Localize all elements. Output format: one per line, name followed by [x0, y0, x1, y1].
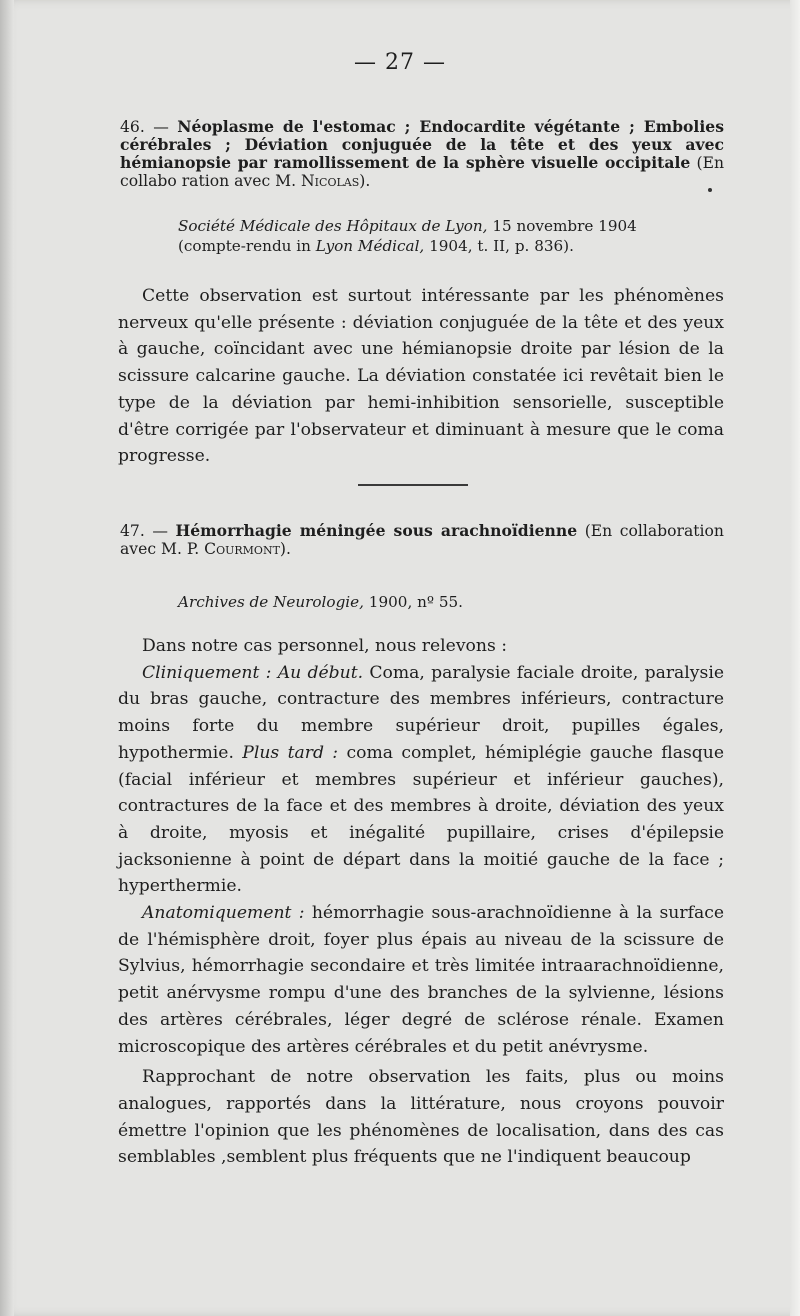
entry-47-heading	[120, 522, 724, 558]
entry-47-number: 47. —	[120, 522, 168, 540]
entry-46-ref-line2-prefix: (compte-rendu in	[178, 237, 311, 255]
entry-47-anatomical-paragraph	[118, 900, 724, 1060]
entry-47-closing-paragraph: Rapprochant de notre observation les faits, plus ou moins analogues, rapportés dans la littérature, nous croyons pouvoir émettre l'opinion que les phénomènes de localisation, dans des cas semblables ,semblent plus fréquents que ne l'indiquent beaucoup	[118, 1067, 724, 1168]
entry-47-collab-name: Courmont	[204, 540, 280, 558]
entry-46-reference	[178, 216, 724, 256]
entry-47-ref-journal: Archives de Neurologie,	[178, 593, 364, 611]
entry-46-title: Néoplasme de l'estomac ; Endocardite végétante ; Embolies cérébrales ; Déviation conjuguée de la tête et des yeux avec hémianopsie par ramollissement de la sphère visuelle occipitale	[120, 117, 724, 172]
entry-47-reference	[178, 592, 724, 612]
entry-46-collab-suffix: ).	[359, 172, 371, 190]
entry-46-ref-journal: Société Médicale des Hôpitaux de Lyon,	[178, 217, 488, 235]
entry-46-body	[118, 283, 724, 470]
entry-47-intro: Dans notre cas personnel, nous relevons :	[142, 636, 508, 656]
entry-47-title: Hémorrhagie méningée sous arachnoïdienne	[175, 521, 578, 540]
entry-47-collab-prefix: (En collaboration avec M. P.	[120, 522, 724, 558]
entry-47-clinical-text: Coma, paralysie faciale droite, paralysie du bras gauche, contracture des membres inférieurs, contracture moins forte du membre supérieur droit, pupilles égales, hypothermie.	[118, 662, 724, 763]
entry-46-body-text: Cette observation est surtout intéressante par les phénomènes nerveux qu'elle présente : déviation conjuguée de la tête et des yeux à gauche, coïncidant avec une hémianopsie droite par lésion de la scissure calcarine gauche. La déviation constatée ici revêtait bien le type de la déviation par hemi-inhibition sensorielle, susceptible d'être corrigée par l'observateur et diminuant à mesure que le coma progresse.	[118, 286, 724, 467]
section-divider	[358, 484, 468, 486]
entry-46-collab-name: Nicolas	[301, 172, 360, 190]
entry-47-body	[118, 633, 724, 1171]
entry-47-clinical-label: Cliniquement : Au début.	[142, 662, 364, 683]
entry-47-clinical-paragraph	[118, 660, 724, 900]
entry-46-heading	[120, 118, 724, 190]
entry-47-later-label: Plus tard :	[242, 742, 339, 763]
entry-46-collab-prefix: (En collabo ration avec M.	[120, 154, 724, 190]
page-number: — 27 —	[354, 50, 446, 75]
entry-47-collab-suffix: ).	[279, 540, 291, 558]
page-right-edge	[790, 0, 800, 1316]
entry-47-anatomical-label: Anatomiquement :	[142, 903, 305, 924]
entry-47-anatomical-text: hémorrhagie sous-arachnoïdienne à la surface de l'hémisphère droit, foyer plus épais au niveau de la scissure de Sylvius, hémorrhagie secondaire et très limitée intraarachnoïdienne, petit anérvysme rompu d'une des branches de la sylvienne, lésions des artères cérébrales, léger degré de sclérose rénale. Examen microscopique des artères cérébrales et du petit anévrysme.	[118, 903, 724, 1057]
entry-47-later-text: coma complet, hémiplégie gauche flasque (facial inférieur et membres supérieur et inférieur gauches), contractures de la face et des membres à droite, déviation des yeux à droite, myosis et inégalité pupillaire, crises d'épilepsie jacksonienne à point de départ dans la moitié gauche de la face ; hyperthermie.	[118, 742, 725, 897]
entry-46-ref-date: 15 novembre 1904	[492, 217, 637, 235]
entry-46-ref-line2-suffix: 1904, t. II, p. 836).	[429, 237, 574, 255]
entry-46-number: 46. —	[120, 118, 169, 136]
page-left-shadow	[0, 0, 14, 1316]
entry-46-ref-journal2: Lyon Médical,	[315, 237, 425, 255]
speck-mark	[708, 188, 712, 192]
entry-47-ref-rest: 1900, nº 55.	[368, 593, 464, 611]
